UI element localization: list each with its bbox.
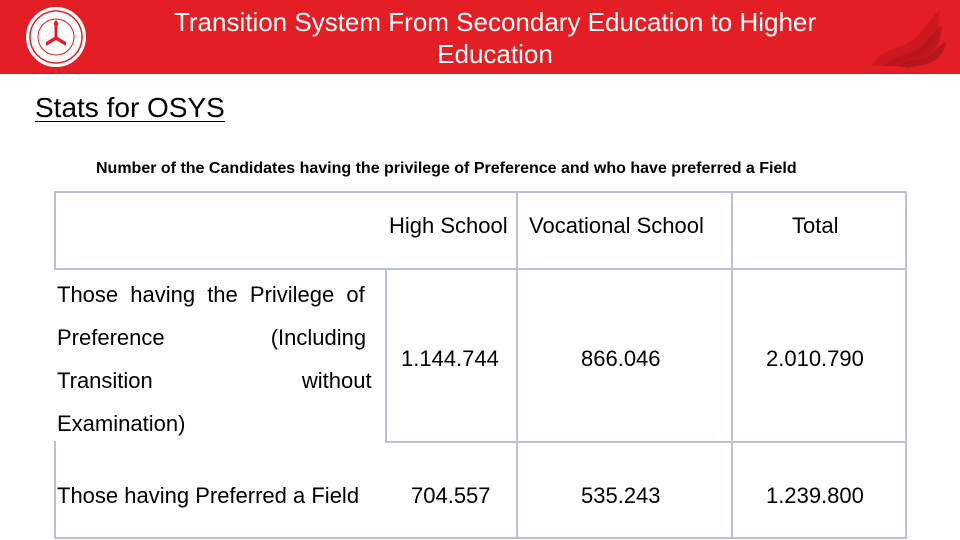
row-label-line: Those having the Privilege of bbox=[57, 282, 365, 307]
column-header-high-school: High School bbox=[389, 213, 508, 238]
column-header-total: Total bbox=[792, 213, 839, 238]
table-border-left-lower bbox=[54, 441, 56, 539]
cell-vocational-privilege: 866.046 bbox=[581, 346, 661, 371]
slide-title-line-1: Transition System From Secondary Education to Higher bbox=[173, 7, 817, 37]
table-border-right bbox=[905, 191, 907, 539]
ministry-seal-icon bbox=[12, 6, 100, 68]
row-label-line: Transition without bbox=[57, 368, 372, 393]
cell-high-school-preferred: 704.557 bbox=[411, 483, 491, 508]
table-caption: Number of the Candidates having the privilege of Preference and who have preferred a Field bbox=[96, 160, 797, 177]
row-label-line: Examination) bbox=[57, 411, 186, 436]
row-label-line: Preference (Including bbox=[57, 325, 367, 350]
column-header-vocational-school: Vocational School bbox=[529, 213, 704, 238]
column-divider-3 bbox=[731, 191, 733, 539]
cell-total-privilege: 2.010.790 bbox=[766, 346, 864, 371]
row-divider-1 bbox=[385, 441, 907, 443]
column-divider-1 bbox=[385, 270, 387, 441]
row-divider-header bbox=[54, 268, 907, 270]
column-divider-2 bbox=[516, 191, 518, 539]
slide-title-line-2: Education bbox=[437, 39, 553, 69]
cell-total-preferred: 1.239.800 bbox=[766, 483, 864, 508]
cell-vocational-preferred: 535.243 bbox=[581, 483, 661, 508]
row-label-preferred: Those having Preferred a Field bbox=[57, 483, 360, 508]
table-border-bottom bbox=[54, 537, 907, 539]
slide-title bbox=[110, 6, 880, 70]
table-border-top bbox=[54, 191, 907, 193]
section-title: Stats for OSYS bbox=[35, 92, 225, 123]
table-border-left bbox=[54, 191, 56, 269]
cell-high-school-privilege: 1.144.744 bbox=[401, 346, 499, 371]
